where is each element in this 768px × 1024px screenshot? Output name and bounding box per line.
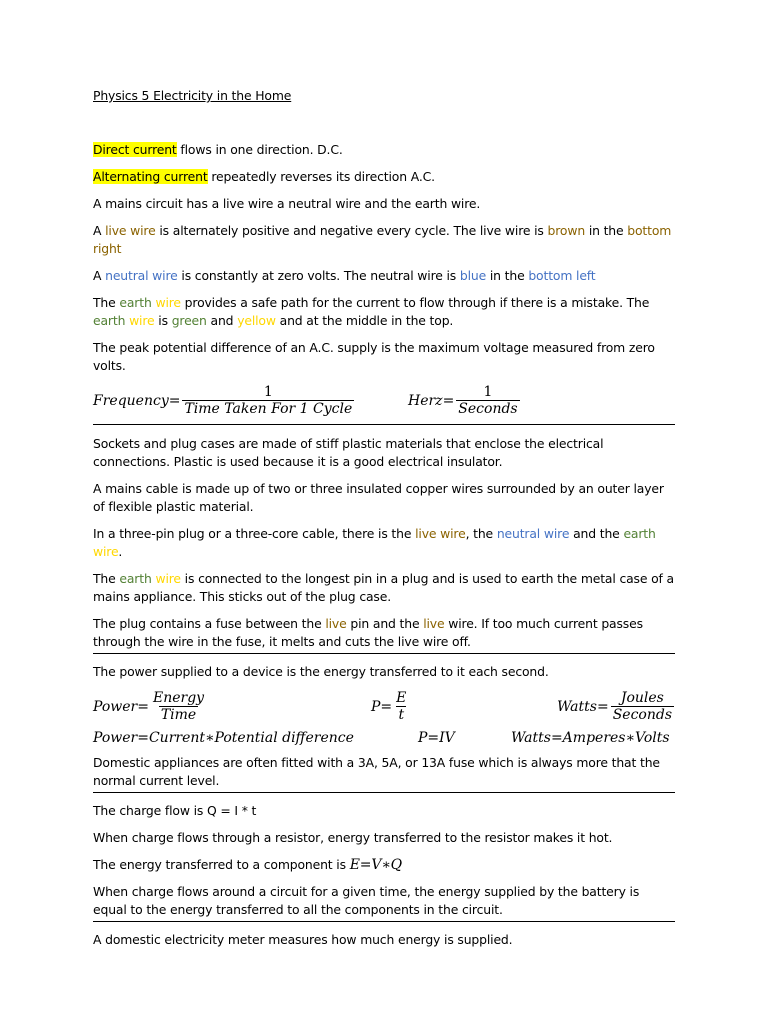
ac-definition (93, 168, 675, 186)
equals-sign: = (442, 393, 455, 409)
equation-lhs: Watts (557, 699, 597, 715)
p-iv-equation: P=IV (418, 730, 455, 746)
equation-lhs: Frequency (93, 393, 169, 409)
fraction (456, 384, 519, 418)
live-wire-text (93, 222, 675, 258)
text-span: , the (465, 526, 497, 541)
brown-color-word: brown (547, 223, 586, 238)
wire-term: wire (93, 544, 119, 559)
text-span: wire. If too much current passes through the wire in the fuse, it melts and cuts the live wire off. (93, 616, 643, 649)
power-fraction-equations (93, 690, 675, 728)
ac-text: repeatedly reverses its direction A.C. (207, 169, 435, 184)
mains-circuit-text: A mains circuit has a live wire a neutral wire and the earth wire. (93, 196, 481, 211)
text-span: in the (585, 223, 628, 238)
earth-wire-text (93, 294, 675, 330)
watts-amperes-volts-equation: Watts=Amperes∗Volts (511, 730, 670, 746)
text-span: pin and the (346, 616, 424, 631)
frequency-equation (93, 384, 354, 418)
numerator: Energy (152, 690, 205, 706)
numerator: E (396, 690, 407, 706)
text-span: . (118, 544, 123, 559)
text-span: and at the middle in the top. (275, 313, 454, 328)
equals-sign: = (168, 393, 181, 409)
fraction (394, 690, 408, 724)
neutral-position: bottom left (528, 268, 596, 283)
sockets-text: Sockets and plug cases are made of stiff plastic materials that enclose the electrical connections. Plastic is used because it is a good electrical insulator. (93, 436, 604, 469)
charge-flow-text: The charge flow is Q = I * t (93, 803, 257, 818)
herz-equation (408, 384, 520, 418)
ac-term: Alternating current (93, 169, 208, 184)
energy-formula: E=V∗Q (349, 857, 403, 873)
neutral-wire-term: neutral wire (496, 526, 570, 541)
live-term: live (325, 616, 347, 631)
live-wire-term: live wire (415, 526, 466, 541)
wire-term: wire (129, 313, 155, 328)
text-span: In a three-pin plug or a three-core cable, there is the (93, 526, 416, 541)
earth-term: earth (119, 571, 152, 586)
earth-term: earth (623, 526, 656, 541)
watts-equation (557, 690, 674, 724)
document-page (93, 88, 675, 958)
text-span: is constantly at zero volts. The neutral wire is (177, 268, 460, 283)
text-span: is (154, 313, 172, 328)
equation-lhs: P (371, 699, 381, 715)
page-title: Physics 5 Electricity in the Home (93, 88, 292, 103)
wire-term: wire (155, 295, 181, 310)
text-span: The energy transferred to a component is (93, 857, 350, 872)
dc-text: flows in one direction. D.C. (176, 142, 343, 157)
power-product-equations (93, 728, 675, 750)
text-span: provides a safe path for the current to flow through if there is a mistake. The (180, 295, 650, 310)
earth-pin-text (93, 570, 675, 606)
neutral-wire-text (93, 267, 675, 285)
denominator: t (398, 707, 405, 723)
denominator: Seconds (612, 707, 673, 723)
text-span: and the (569, 526, 624, 541)
energy-component-text (93, 856, 675, 874)
power-equation (93, 690, 206, 724)
peak-pd-text: The peak potential difference of an A.C. supply is the maximum voltage measured from zero volts. (93, 340, 655, 373)
text-span: The plug contains a fuse between the (93, 616, 326, 631)
text-span: and (206, 313, 238, 328)
frequency-equations (93, 384, 675, 425)
live-term: live (423, 616, 445, 631)
text-span: The (93, 571, 120, 586)
text-span: is connected to the longest pin in a plug and is used to earth the metal case of a mains appliance. This sticks out of the plug case. (93, 571, 674, 604)
numerator: 1 (483, 384, 493, 400)
meter-text: A domestic electricity meter measures how much energy is supplied. (93, 932, 513, 947)
mains-cable-text: A mains cable is made up of two or three insulated copper wires surrounded by an outer layer of flexible plastic material. (93, 481, 664, 514)
fraction (151, 690, 206, 724)
three-pin-text (93, 525, 675, 561)
text-span: A (93, 268, 106, 283)
equation-lhs: Herz (408, 393, 443, 409)
text-span: A (93, 223, 106, 238)
equals-sign: = (137, 699, 149, 715)
dc-definition (93, 141, 675, 159)
neutral-wire-term: neutral wire (105, 268, 178, 283)
domestic-fuse-text: Domestic appliances are often fitted with a 3A, 5A, or 13A fuse which is always more that the normal current level. (93, 754, 675, 793)
dc-term: Direct current (93, 142, 177, 157)
earth-term: earth (93, 313, 126, 328)
power-current-pd-equation: Power=Current∗Potential difference (93, 730, 354, 746)
wire-term: wire (155, 571, 181, 586)
equals-sign: = (596, 699, 609, 715)
blue-color-word: blue (459, 268, 487, 283)
p-equation (371, 690, 408, 724)
text-span: The (93, 295, 120, 310)
text-span: is alternately positive and negative every cycle. The live wire is (155, 223, 548, 238)
denominator: Time (160, 707, 197, 723)
numerator: Joules (620, 690, 664, 706)
denominator: Time Taken For 1 Cycle (184, 401, 353, 417)
numerator: 1 (263, 384, 273, 400)
resistor-text: When charge flows through a resistor, energy transferred to the resistor makes it hot. (93, 830, 613, 845)
battery-text: When charge flows around a circuit for a given time, the energy supplied by the battery is equal to the energy transferred to all the components in the circuit. (93, 883, 675, 922)
denominator: Seconds (458, 401, 518, 417)
fuse-text (93, 615, 675, 654)
equation-lhs: Power (93, 699, 138, 715)
fraction (182, 384, 354, 418)
live-position: bottom right (93, 223, 672, 256)
power-supplied-text: The power supplied to a device is the energy transferred to it each second. (93, 664, 549, 679)
text-span: in the (486, 268, 529, 283)
green-color-word: green (171, 313, 207, 328)
equals-sign: = (380, 699, 393, 715)
fraction (611, 690, 674, 724)
live-wire-term: live wire (105, 223, 156, 238)
earth-term: earth (119, 295, 152, 310)
yellow-color-word: yellow (237, 313, 276, 328)
